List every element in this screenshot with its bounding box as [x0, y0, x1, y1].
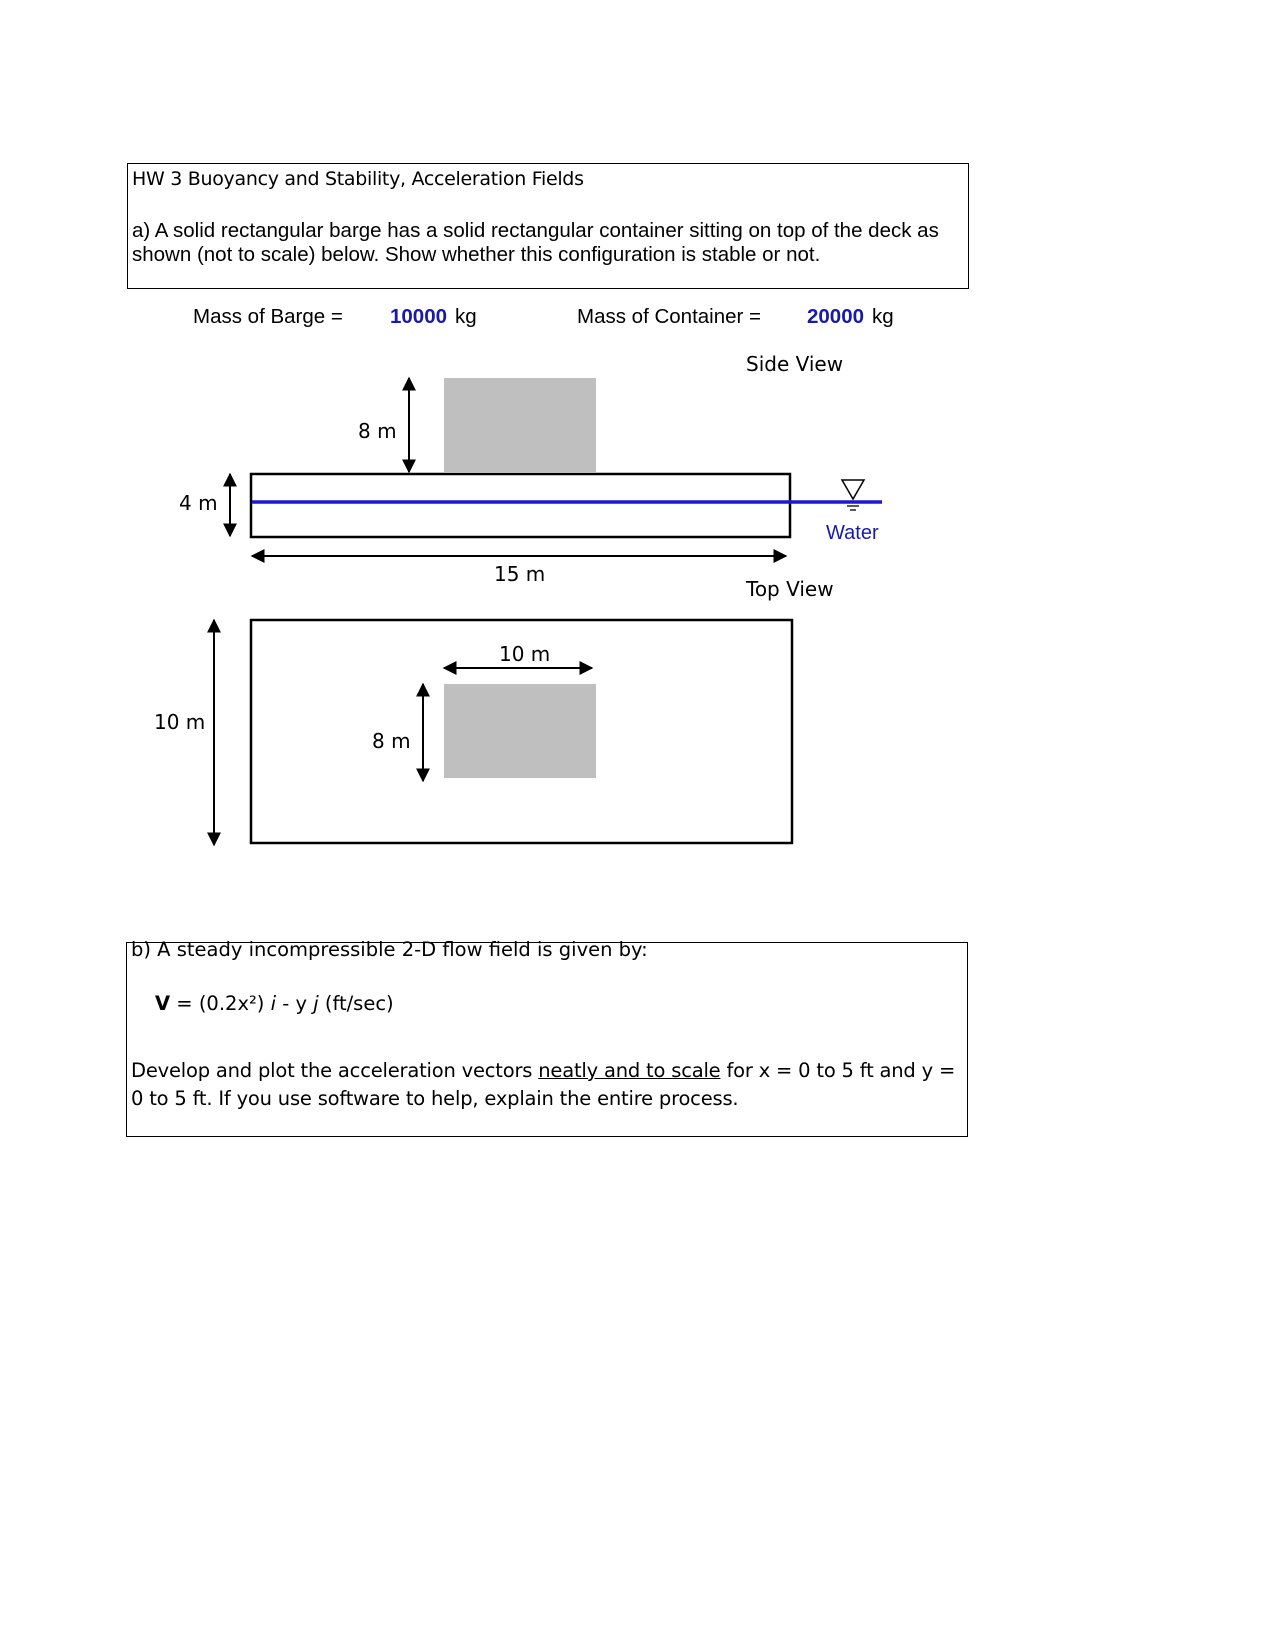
eq-j-unit: j: [313, 992, 319, 1015]
part-b-instructions-pre: Develop and plot the acceleration vectors: [131, 1059, 539, 1082]
container-side-view: [444, 378, 596, 472]
water-label: Water: [826, 522, 879, 544]
mass-barge-label: Mass of Barge =: [193, 305, 343, 328]
mass-barge-unit: kg: [455, 305, 477, 328]
dim-label-container-length: 10 m: [499, 642, 551, 666]
assignment-title: HW 3 Buoyancy and Stability, Acceleration Fields: [132, 168, 584, 190]
barge-side-view: [251, 474, 790, 537]
part-b-instructions-post: for x = 0 to 5 ft and y = 0 to 5 ft. If you use software to help, explain the entire process.: [131, 1059, 956, 1110]
part-b-instructions-underline: neatly and to scale: [538, 1059, 721, 1082]
velocity-equation: [155, 992, 394, 1015]
dim-label-barge-width: 10 m: [154, 710, 206, 734]
eq-minus: - y: [276, 992, 314, 1015]
container-top-view: [444, 684, 596, 778]
mass-container-unit: kg: [872, 305, 894, 328]
eq-i-unit: i: [270, 992, 277, 1015]
dim-label-container-width-top: 8 m: [372, 729, 411, 753]
side-view-label: Side View: [746, 352, 844, 376]
mass-container-value: 20000: [807, 305, 865, 328]
water-level-symbol: [842, 480, 864, 510]
part-b-instructions: [131, 1057, 963, 1113]
part-a-problem-text: a) A solid rectangular barge has a solid rectangular container sitting on top of the deck as shown (not to scale) below. Show whether this configuration is stable or not.: [132, 219, 939, 266]
dim-label-barge-height: 4 m: [179, 491, 218, 515]
mass-barge-value: 10000: [390, 305, 448, 328]
dim-label-barge-length: 15 m: [494, 562, 546, 586]
eq-mid: = (0.2x²): [170, 992, 271, 1015]
part-b-intro: b) A steady incompressible 2-D flow field is given by:: [131, 938, 648, 961]
mass-container-label: Mass of Container =: [577, 305, 762, 328]
eq-v-symbol: V: [155, 992, 171, 1015]
dim-label-container-height-side: 8 m: [358, 419, 397, 443]
eq-units: (ft/sec): [318, 992, 394, 1015]
top-view-label: Top View: [746, 577, 834, 601]
